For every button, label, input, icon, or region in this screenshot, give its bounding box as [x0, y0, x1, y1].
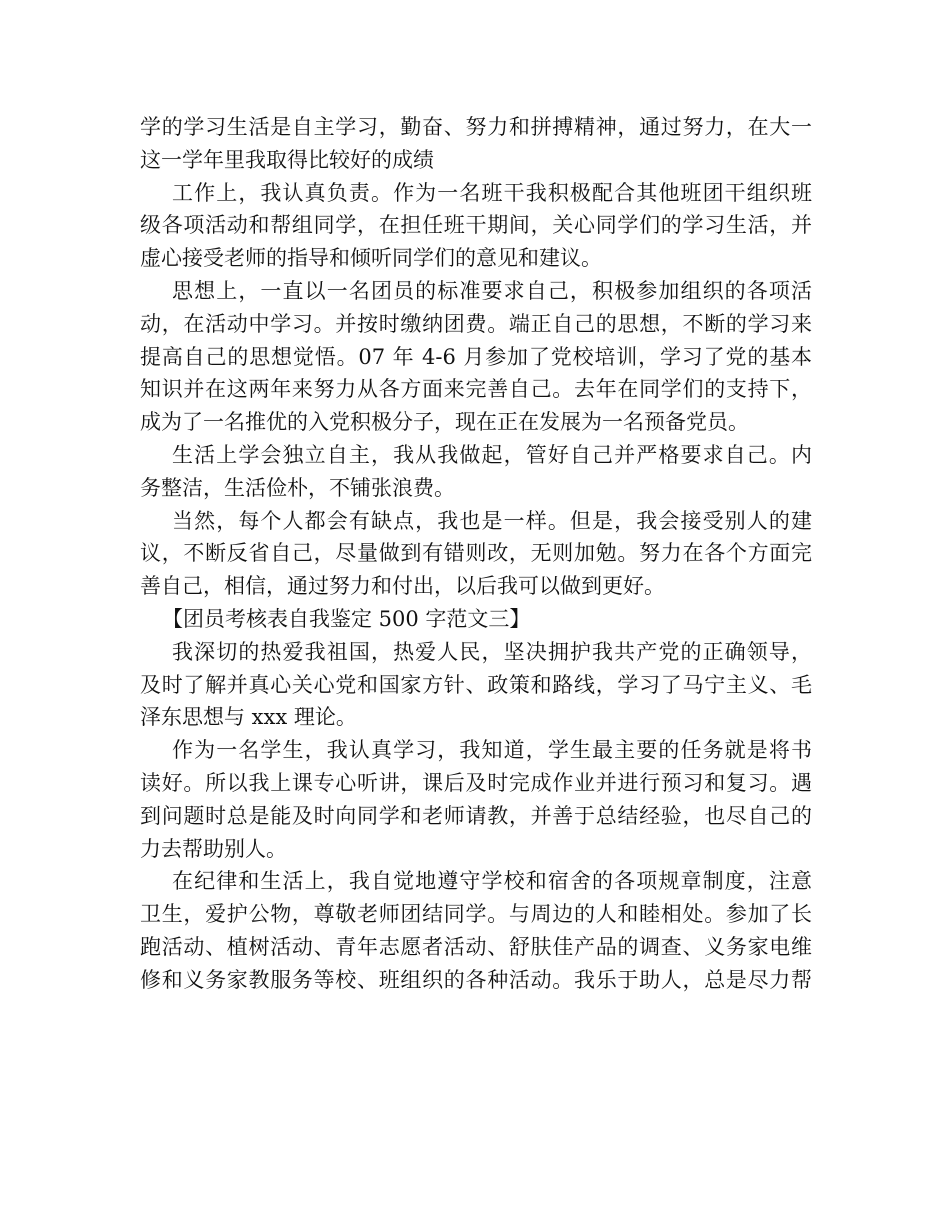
text-line: 学的学习生活是自主学习，勤奋、努力和拼搏精神，通过努力，在大一: [140, 115, 812, 139]
text-line: 动，在活动中学习。并按时缴纳团费。端正自己的思想，不断的学习来: [140, 311, 812, 336]
text-line: 卫生，爱护公物，尊敬老师团结同学。与周边的人和睦相处。参加了长: [140, 902, 812, 927]
text-line: 读好。所以我上课专心听讲，课后及时完成作业并进行预习和复习。遇: [140, 770, 812, 795]
text-line: 虚心接受老师的指导和倾听同学们的意见和建议。: [140, 246, 602, 271]
text-line: 善自己，相信，通过努力和付出，以后我可以做到更好。: [140, 574, 665, 599]
text-line: 到问题时总是能及时向同学和老师请教，并善于总结经验，也尽自己的: [140, 803, 812, 828]
text-line: 务整洁，生活俭朴，不铺张浪费。: [140, 475, 455, 500]
text-line: 提高自己的思想觉悟。07 年 4-6 月参加了党校培训，学习了党的基本: [140, 344, 812, 369]
text-line: 在纪律和生活上，我自觉地遵守学校和宿舍的各项规章制度，注意: [172, 869, 812, 894]
text-line: 修和义务家教服务等校、班组织的各种活动。我乐于助人，总是尽力帮: [140, 967, 812, 992]
text-line: 级各项活动和帮组同学，在担任班干期间，关心同学们的学习生活，并: [140, 213, 812, 238]
text-line: 工作上，我认真负责。作为一名班干我积极配合其他班团干组织班: [172, 180, 812, 205]
text-line: 知识并在这两年来努力从各方面来完善自己。去年在同学们的支持下，: [140, 377, 812, 402]
text-line: 生活上学会独立自主，我从我做起，管好自己并严格要求自己。内: [172, 442, 812, 467]
text-line: 当然，每个人都会有缺点，我也是一样。但是，我会接受别人的建: [172, 508, 812, 533]
text-line: 及时了解并真心关心党和国家方针、政策和路线，学习了马宁主义、毛: [140, 672, 812, 697]
text-line: 作为一名学生，我认真学习，我知道，学生最主要的任务就是将书: [172, 738, 812, 763]
text-line: 议，不断反省自己，尽量做到有错则改，无则加勉。努力在各个方面完: [140, 541, 812, 566]
section-heading: 【团员考核表自我鉴定 500 字范文三】: [162, 606, 531, 631]
text-line: 跑活动、植树活动、青年志愿者活动、舒肤佳产品的调查、义务家电维: [140, 934, 812, 959]
text-line: 我深切的热爱我祖国，热爱人民，坚决拥护我共产党的正确领导，: [172, 639, 812, 664]
text-line: 这一学年里我取得比较好的成绩: [140, 147, 434, 172]
text-line: 成为了一名推优的入党积极分子，现在正在发展为一名预备党员。: [140, 410, 749, 435]
document-body: [140, 111, 812, 997]
text-line: 力去帮助别人。: [140, 836, 287, 861]
text-line: 泽东思想与 xxx 理论。: [140, 705, 357, 730]
text-line: 思想上，一直以一名团员的标准要求自己，积极参加组织的各项活: [172, 278, 812, 303]
